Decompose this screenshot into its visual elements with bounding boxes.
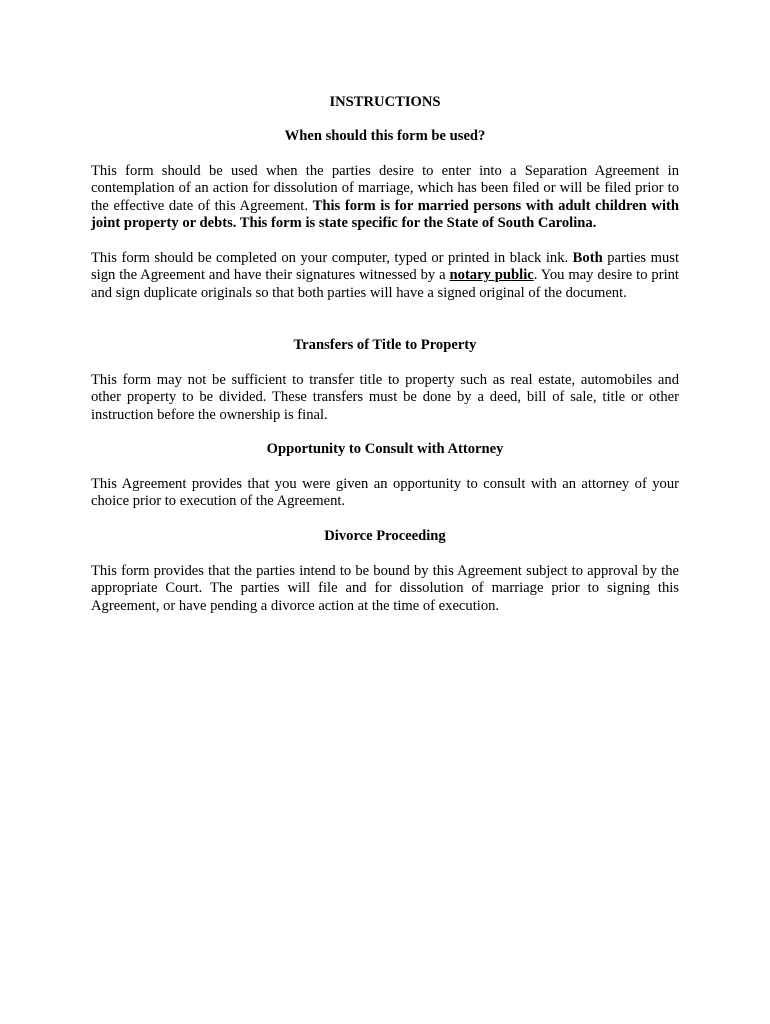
document-title: INSTRUCTIONS	[329, 94, 441, 110]
usage-text: This form should be used when the parties desire to enter into a Separation Agreement in contemplation of an action for dissolution of marriage, which has been filed or will be filed prior to the effective date of this Agreement.	[91, 163, 679, 214]
heading-transfers: Transfers of Title to Property	[293, 337, 477, 353]
usage-bold-text: This form is for married persons with adult children with joint property or debts. This form is state specific for the State of South Carolina.	[91, 197, 679, 232]
heading-attorney: Opportunity to Consult with Attorney	[266, 441, 504, 457]
both-bold: Both	[572, 250, 603, 266]
paragraph-completion	[91, 250, 679, 302]
paragraph-attorney: This Agreement provides that you were given an opportunity to consult with an attorney of your choice prior to execution of the Agreement.	[91, 476, 679, 510]
paragraph-usage	[91, 163, 679, 233]
completion-text-3: . You may desire to print and sign duplicate originals so that both parties will have a signed original of the document.	[91, 267, 679, 301]
completion-text-2: parties must sign the Agreement and have their signatures witnessed by a	[91, 250, 679, 284]
completion-text: This form should be completed on your computer, typed or printed in black ink.	[91, 250, 573, 266]
heading-divorce: Divorce Proceeding	[324, 528, 446, 544]
paragraph-divorce: This form provides that the parties intend to be bound by this Agreement subject to approval by the appropriate Court. The parties will file and for dissolution of marriage prior to signing this Agreement, or have pending a divorce action at the time of execution.	[91, 563, 679, 614]
heading-when-used: When should this form be used?	[284, 128, 486, 144]
paragraph-transfers: This form may not be sufficient to transfer title to property such as real estate, automobiles and other property to be divided. These transfers must be done by a deed, bill of sale, title or other instruction before the ownership is final.	[91, 372, 679, 423]
notary-public-emphasis: notary public	[449, 267, 534, 284]
